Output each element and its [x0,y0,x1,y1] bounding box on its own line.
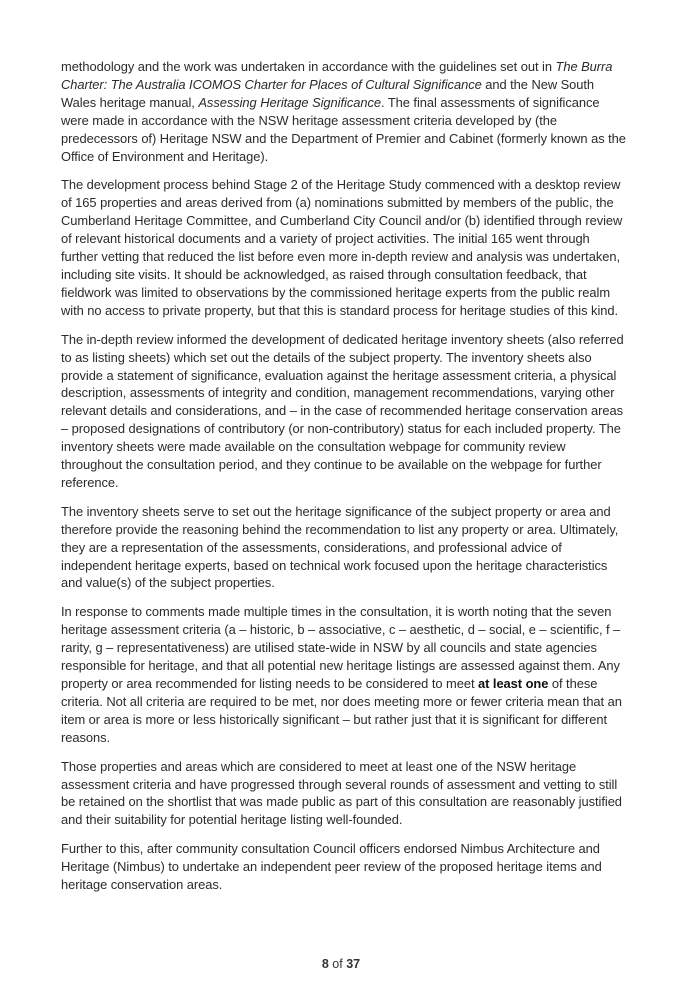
document-body [61,58,629,905]
paragraph-6: Those properties and areas which are considered to meet at least one of the NSW heritage assessment criteria and have progressed through several rounds of assessment and vetting to still be retained on the shortlist that was made public as part of this consultation are reasonably justified and their suitability for potential heritage listing well-founded. [61,758,622,828]
paragraph-2: The development process behind Stage 2 of the Heritage Study commenced with a desktop review of 165 properties and areas derived from (a) nominations submitted by members of the public, the Cumberland Heritage Committee, and Cumberland City Council and/or (b) identified through review of relevant historical documents and a variety of project activities. The initial 165 went through further vetting that reduced the list before even more in-depth review and analysis was undertaken, including site visits. It should be acknowledged, as raised through consultation feedback, that fieldwork was limited to observations by the commissioned heritage experts from the public realm with no access to private property, but that this is standard process for heritage studies of this kind. [61,177,623,318]
burra-charter-title: The Burra Charter: The Australia ICOMOS Charter for Places of Cultural Significance [61,59,613,92]
total-pages: 37 [346,957,361,971]
page-number [0,957,682,971]
paragraph-5: In response to comments made multiple times in the consultation, it is worth noting that the seven heritage assessment criteria (a – historic, b – associative, c – aesthetic, d – social, e – scientific, f – rarity, g – representativeness) are utilised state-wide in NSW by all councils and state agencies responsible for heritage, and that all potential new heritage listings are assessed against them. Any property or area recommended for listing needs to be considered to meet at least one of these criteria. Not all criteria are required to be met, nor does meeting more or fewer criteria mean that an item or area is more or less historically significant – but rather just that it is significant for different reasons. [61,604,622,745]
paragraph-7: Further to this, after community consultation Council officers endorsed Nimbus Architecture and Heritage (Nimbus) to undertake an independent peer review of the proposed heritage items and heritage conservation areas. [61,841,602,893]
page-of-label: of [328,957,347,971]
heritage-manual-title: Assessing Heritage Significance [198,94,381,110]
emphasis-at-least-one: at least one [478,676,549,691]
paragraph-4: The inventory sheets serve to set out the heritage significance of the subject property or area and therefore provide the reasoning behind the recommendation to list any property or area. Ultimately, they are a representation of the assessments, considerations, and professional advice of independent heritage experts, based on technical work focused upon the heritage characteristics and value(s) of the subject properties. [61,503,619,591]
current-page: 8 [321,957,329,971]
paragraph-1: methodology and the work was undertaken in accordance with the guidelines set out in The Burra Charter: The Australia ICOMOS Charter for Places of Cultural Significance and the New South Wales heritage manual, Assessing Heritage Significance. The final assessments of significance were made in accordance with the NSW heritage assessment criteria developed by (the predecessors of) Heritage NSW and the Department of Premier and Cabinet (formerly known as the Office of Environment and Heritage). [61,59,626,164]
paragraph-3: The in-depth review informed the development of dedicated heritage inventory sheets (also referred to as listing sheets) which set out the details of the subject property. The inventory sheets also provide a statement of significance, evaluation against the heritage assessment criteria, a physical description, assessments of integrity and condition, management recommendations, varying other relevant details and considerations, and – in the case of recommended heritage conservation areas – proposed designations of contributory (or non-contributory) status for each included property. The inventory sheets were made available on the consultation webpage for community review throughout the consultation period, and they continue to be available on the webpage for further reference. [61,331,624,490]
